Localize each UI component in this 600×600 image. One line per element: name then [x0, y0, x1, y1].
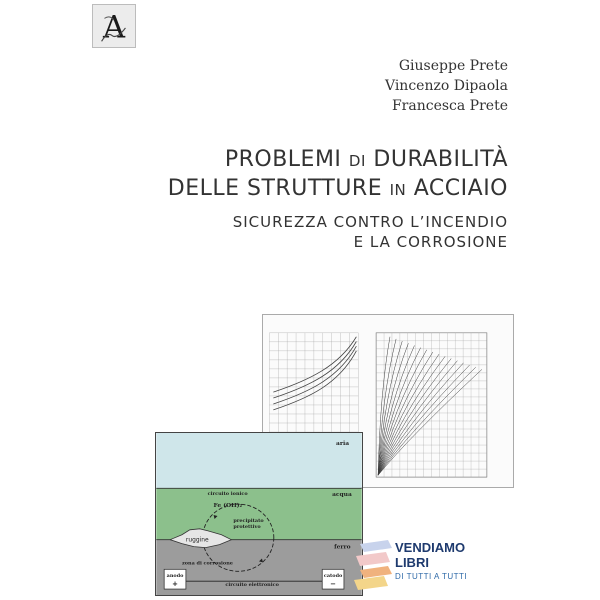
fan-curve-line — [378, 367, 476, 475]
fan-curve-line — [378, 361, 457, 475]
brand-line-1: VENDIAMO — [395, 540, 466, 555]
corrosion-diagram — [155, 432, 363, 596]
fan-curve-line — [378, 356, 445, 475]
ruggine-label: ruggine — [185, 537, 209, 544]
anodo-sign: + — [172, 580, 178, 589]
curve-line — [273, 341, 356, 398]
aria-label: aria — [336, 439, 350, 447]
publisher-logo-letter: A — [102, 10, 126, 46]
title-word: DI — [348, 152, 366, 170]
title-word: DELLE — [167, 176, 240, 201]
title-word: ACCIAIO — [413, 176, 508, 201]
brand-line-2: LIBRI — [395, 555, 429, 570]
title-word: PROBLEMI — [224, 147, 342, 172]
ferro-label: ferro — [334, 543, 351, 551]
author-list — [385, 56, 508, 116]
author-name: Vincenzo Dipaola — [384, 78, 508, 94]
publisher-emblem-icon — [93, 5, 135, 47]
title-word: STRUTTURE — [247, 176, 383, 201]
brand-tagline: DI TUTTI A TUTTI — [395, 572, 468, 581]
title-line-1 — [168, 146, 508, 175]
subtitle-line: E LA CORROSIONE — [353, 233, 508, 251]
curve-line — [273, 337, 356, 392]
catodo-label: catodo — [323, 573, 343, 580]
fan-curve-line — [378, 358, 451, 475]
anodo-label: anodo — [166, 573, 184, 580]
title-line-2 — [168, 175, 508, 204]
circuito-elettronico-label: circuito elettronico — [225, 582, 279, 589]
fe-oh-label: Fe (OH)₂ — [213, 502, 243, 510]
circuito-ionico-label: circuito ionico — [207, 491, 248, 498]
book-subtitle — [233, 212, 508, 252]
protettivo-label: protettivo — [233, 523, 261, 530]
aria-layer — [156, 433, 361, 488]
title-word: IN — [389, 181, 407, 199]
fan-curve-line — [378, 369, 482, 475]
author-name: Francesca Prete — [391, 98, 508, 114]
author-name: Giuseppe Prete — [398, 58, 508, 74]
vendiamo-libri-brand — [395, 540, 467, 581]
catodo-sign: − — [330, 580, 336, 589]
publisher-logo — [92, 4, 136, 48]
acqua-label: acqua — [332, 491, 352, 499]
title-word: DURABILITÀ — [373, 147, 508, 172]
corrosion-diagram-graphic — [156, 433, 362, 595]
zona-corrosione-label: zona di corrosione — [181, 560, 233, 567]
book-title — [168, 146, 508, 204]
subtitle-line: SICUREZZA CONTRO L’INCENDIO — [232, 213, 508, 231]
precipitato-label: precipitato — [233, 517, 264, 524]
